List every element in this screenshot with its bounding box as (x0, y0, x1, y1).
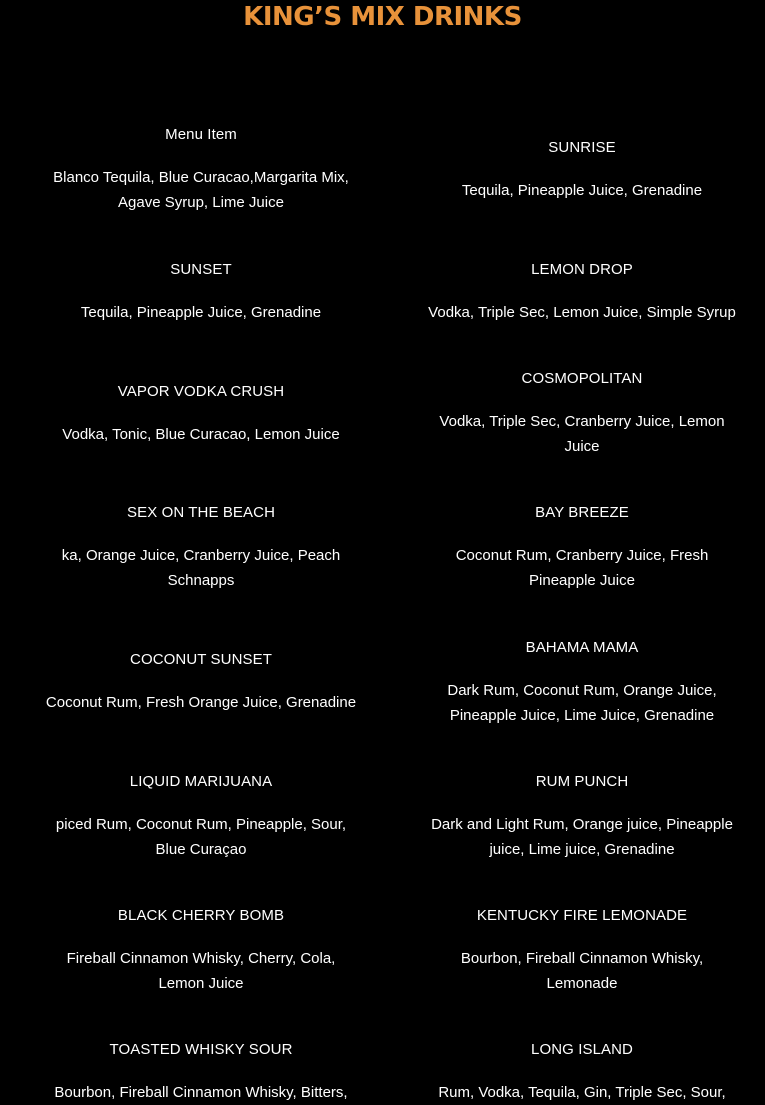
menu-item-name: COCONUT SUNSET (130, 651, 272, 668)
menu-item (10, 260, 392, 325)
menu-item (10, 1040, 392, 1105)
menu-item-description: Coconut Rum, Cranberry Juice, Fresh Pineapple Juice (455, 547, 709, 589)
menu-item-description: Vodka, Tonic, Blue Curacao, Lemon Juice (62, 426, 340, 443)
menu-item-description: Fireball Cinnamon Whisky, Cherry, Cola, Lemon Juice (66, 950, 336, 992)
menu-item-name: KENTUCKY FIRE LEMONADE (476, 907, 688, 924)
menu-item (10, 125, 392, 215)
menu-item-description: Vodka, Triple Sec, Cranberry Juice, Lemon Juice (439, 413, 725, 455)
menu-item-description: Coconut Rum, Fresh Orange Juice, Grenadine (45, 694, 357, 711)
menu-item-description: Bourbon, Fireball Cinnamon Whisky, Bitters, (54, 1084, 348, 1101)
menu-item-name: VAPOR VODKA CRUSH (117, 383, 285, 400)
menu-item-description: Vodka, Triple Sec, Lemon Juice, Simple Syrup (428, 304, 736, 321)
menu-item (10, 906, 392, 996)
menu-item (10, 772, 392, 862)
menu-item-name: BLACK CHERRY BOMB (117, 907, 285, 924)
menu-item (391, 260, 765, 325)
menu-item-description: piced Rum, Coconut Rum, Pineapple, Sour, Blue Curaçao (55, 816, 347, 858)
menu-item-description: ka, Orange Juice, Cranberry Juice, Peach Schnapps (61, 547, 341, 589)
menu-item-name: TOASTED WHISKY SOUR (109, 1041, 293, 1058)
menu-item-description: Rum, Vodka, Tequila, Gin, Triple Sec, Sour, (438, 1084, 726, 1101)
menu-item-description: Tequila, Pineapple Juice, Grenadine (80, 304, 322, 321)
menu-item (391, 138, 765, 203)
menu-item-description: Bourbon, Fireball Cinnamon Whisky, Lemonade (460, 950, 704, 992)
menu-item-name: BAHAMA MAMA (525, 639, 639, 656)
menu-item-name: RUM PUNCH (535, 773, 629, 790)
page-title: KING’S MIX DRINKS (243, 2, 522, 32)
menu-item-description: Dark and Light Rum, Orange juice, Pineapple juice, Lime juice, Grenadine (431, 816, 733, 858)
menu-item (10, 382, 392, 447)
menu-item-name: SUNSET (170, 261, 232, 278)
menu-item-name: COSMOPOLITAN (521, 370, 643, 387)
menu-item-name: SUNRISE (548, 139, 616, 156)
menu-item-name: LIQUID MARIJUANA (129, 773, 273, 790)
menu-item (10, 503, 392, 593)
menu-item-name: LONG ISLAND (531, 1041, 633, 1058)
menu-item-name: LEMON DROP (531, 261, 633, 278)
menu-item (391, 369, 765, 459)
menu-item-name: Menu Item (165, 126, 237, 143)
menu-item-description: Dark Rum, Coconut Rum, Orange Juice, Pineapple Juice, Lime Juice, Grenadine (447, 682, 717, 724)
menu-item (391, 638, 765, 728)
menu-item (391, 1040, 765, 1105)
menu-item (391, 772, 765, 862)
menu-item-name: BAY BREEZE (535, 504, 629, 521)
menu-item (391, 503, 765, 593)
menu-item-description: Blanco Tequila, Blue Curacao,Margarita Mix, Agave Syrup, Lime Juice (53, 169, 349, 211)
menu-item-name: SEX ON THE BEACH (126, 504, 276, 521)
menu-item (10, 650, 392, 715)
menu-item-description: Tequila, Pineapple Juice, Grenadine (461, 182, 703, 199)
menu-item (391, 906, 765, 996)
